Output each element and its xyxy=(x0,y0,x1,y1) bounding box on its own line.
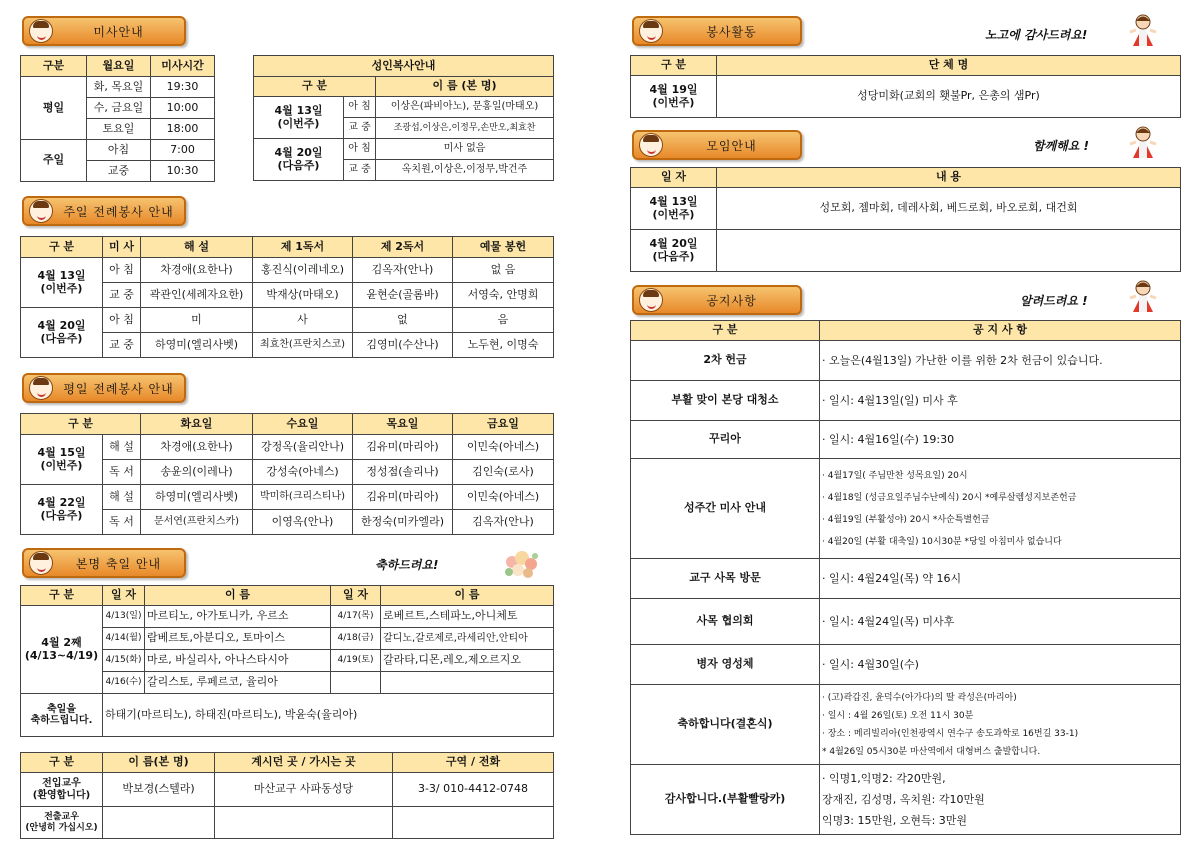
mass-h-div: 구분 xyxy=(21,56,87,77)
feast-h-name: 이 름 xyxy=(145,586,331,606)
meeting-week-1 xyxy=(631,188,717,230)
feast-congrats-line-2: 축하드립니다. xyxy=(30,715,93,726)
notice-line: · 오늘은(4월13일) 가난한 이를 위한 2차 헌금이 있습니다. xyxy=(822,353,1103,367)
transfer-out-contact xyxy=(393,807,554,839)
adult-week-1-label: (이번주) xyxy=(277,116,320,130)
mass-sunday: 주일 xyxy=(21,140,87,182)
sunday-cell: 곽관인(세례자요한) xyxy=(141,283,253,308)
notice-line: · 장소 : 메리빌리아(인천광역시 연수구 송도과학로 16번길 33-1) xyxy=(822,728,1079,739)
notice-content xyxy=(820,341,1181,381)
transfer-out-name xyxy=(103,807,215,839)
mass-day: 토요일 xyxy=(87,119,151,140)
child-face-icon xyxy=(29,199,53,223)
adult-server-table xyxy=(253,55,554,181)
header-mass-label: 미사안내 xyxy=(93,24,144,39)
notice-title: 병자 영성체 xyxy=(631,645,820,685)
notice-phrase: 알려드려요 ! xyxy=(1020,294,1088,308)
feast-date: 4/14(월) xyxy=(103,628,145,650)
weekday-cell: 해 설 xyxy=(103,435,141,460)
weekday-cell: 독 서 xyxy=(103,460,141,485)
feast-names: 마로, 바실리사, 아나스타시아 xyxy=(145,650,331,672)
mass-day: 화, 목요일 xyxy=(87,77,151,98)
adult-type: 교 중 xyxy=(344,160,376,181)
weekday-cell: 하영미(엘리사벳) xyxy=(141,485,253,510)
sunday-cell: 음 xyxy=(453,308,554,333)
sunday-h: 미 사 xyxy=(103,237,141,258)
header-mass xyxy=(22,16,186,46)
sunday-week-1-date: 4월 13일 xyxy=(37,268,86,282)
mass-day: 수, 금요일 xyxy=(87,98,151,119)
notice-line: · 4월20일 (부활 대축일) 10시30분 *당일 아침미사 없습니다 xyxy=(822,536,1062,547)
feast-congrats xyxy=(21,694,103,737)
meeting-week-2-label: (다음주) xyxy=(652,249,695,263)
weekday-cell: 이민숙(아네스) xyxy=(453,435,554,460)
weekday-week-1-date: 4월 15일 xyxy=(37,445,86,459)
mass-time: 7:00 xyxy=(151,140,215,161)
weekday-cell: 해 설 xyxy=(103,485,141,510)
meeting-week-2-date: 4월 20일 xyxy=(649,236,698,250)
sunday-cell: 박재상(마태오) xyxy=(253,283,353,308)
notice-line: · 일시: 4월16일(수) 19:30 xyxy=(822,432,955,446)
weekday-cell: 강성숙(아네스) xyxy=(253,460,353,485)
feast-names: 갈디노,갈로제로,라세리안,안티아 xyxy=(381,628,554,650)
volunteer-team: 성당미화(교회의 횃불Pr, 은총의 샘Pr) xyxy=(717,76,1181,118)
header-volunteer xyxy=(632,16,802,46)
feast-week-label: 4월 2째 xyxy=(41,635,82,649)
sunday-week-2-date: 4월 20일 xyxy=(37,318,86,332)
notice-content xyxy=(820,685,1181,765)
notice-title: 교구 사목 방문 xyxy=(631,559,820,599)
adult-h-div: 구 분 xyxy=(254,77,376,97)
adult-names: 미사 없음 xyxy=(376,139,554,160)
header-feast xyxy=(22,548,186,578)
feast-names: 로베르트,스테파노,아니체토 xyxy=(381,606,554,628)
feast-names: 갈리스토, 루페르코, 율리아 xyxy=(145,672,331,694)
sunday-week-2-label: (다음주) xyxy=(40,331,83,345)
adult-type: 아 침 xyxy=(344,139,376,160)
notice-line: 장재진, 김성명, 옥치원: 각10만원 xyxy=(822,793,985,806)
notice-line: · 4월19일 (부활성야) 20시 *사순특별헌금 xyxy=(822,514,990,525)
feast-h-date: 일 자 xyxy=(103,586,145,606)
notice-line: · 일시: 4월24일(목) 약 16시 xyxy=(822,571,962,585)
feast-h-div: 구 분 xyxy=(21,586,103,606)
header-notice-label: 공지사항 xyxy=(706,293,757,308)
weekday-cell: 송윤의(이레나) xyxy=(141,460,253,485)
notice-content xyxy=(820,559,1181,599)
notice-title: 사목 협의회 xyxy=(631,599,820,645)
notice-line: · 일시: 4월13일(일) 미사 후 xyxy=(822,393,958,407)
volunteer-h-team: 단 체 명 xyxy=(717,56,1181,76)
notice-title: 부활 맞이 본당 대청소 xyxy=(631,381,820,421)
feast-names: 람베르토,아분디오, 토마이스 xyxy=(145,628,331,650)
notice-content xyxy=(820,459,1181,559)
header-volunteer-label: 봉사활동 xyxy=(706,24,757,39)
mass-day: 교중 xyxy=(87,161,151,182)
sunday-cell: 없 xyxy=(353,308,453,333)
mass-time: 19:30 xyxy=(151,77,215,98)
adult-names: 이상은(파비아노), 문홍일(마태오) xyxy=(376,97,554,118)
header-meeting-label: 모임안내 xyxy=(706,138,757,153)
transfer-h: 구역 / 전화 xyxy=(393,753,554,773)
header-meeting xyxy=(632,130,802,160)
header-notice xyxy=(632,285,802,315)
volunteer-phrase: 노고에 감사드려요! xyxy=(985,28,1088,42)
transfer-table xyxy=(20,752,554,839)
notice-content xyxy=(820,381,1181,421)
notice-content xyxy=(820,765,1181,835)
child-face-icon xyxy=(639,133,663,157)
notice-content xyxy=(820,421,1181,459)
weekday-cell: 이영옥(안나) xyxy=(253,510,353,535)
weekday-h: 화요일 xyxy=(141,414,253,435)
sunday-cell: 아 침 xyxy=(103,308,141,333)
weekday-cell: 김옥자(안나) xyxy=(453,510,554,535)
sunday-cell: 차경애(요한나) xyxy=(141,258,253,283)
adult-week-1 xyxy=(254,97,344,139)
feast-names: 마르티노, 아가토니카, 우르소 xyxy=(145,606,331,628)
weekday-cell: 김인숙(로사) xyxy=(453,460,554,485)
weekday-cell: 차경애(요한나) xyxy=(141,435,253,460)
weekday-week-2 xyxy=(21,485,103,535)
sunday-cell: 홍진식(이레네오) xyxy=(253,258,353,283)
notice-line: · 일시: 4월30일(수) xyxy=(822,657,919,671)
meeting-week-1-date: 4월 13일 xyxy=(649,194,698,208)
feast-table xyxy=(20,585,554,737)
sunday-cell: 노두현, 이명숙 xyxy=(453,333,554,358)
meeting-h-date: 일 자 xyxy=(631,168,717,188)
feast-congrats-names: 하태기(마르티노), 하태진(마르티노), 박윤숙(율리아) xyxy=(103,694,554,737)
feast-week-range: (4/13~4/19) xyxy=(24,648,99,662)
mass-weekday: 평일 xyxy=(21,77,87,140)
sunday-cell: 미 xyxy=(141,308,253,333)
mass-time: 18:00 xyxy=(151,119,215,140)
adult-week-2-label: (다음주) xyxy=(277,158,320,172)
sunday-h: 제 2독서 xyxy=(353,237,453,258)
adult-names: 조광섭,이상은,이정무,손만오,최효찬 xyxy=(376,118,554,139)
weekday-week-1 xyxy=(21,435,103,485)
weekday-cell: 문서연(프란치스카) xyxy=(141,510,253,535)
sunday-cell: 사 xyxy=(253,308,353,333)
notice-line: · 4월18일 (성금요일주님수난예식) 20시 *예루살렘성지보존헌금 xyxy=(822,492,1077,503)
notice-line: · (고)곽갑진, 윤덕수(아가다)의 딸 곽성은(마리아) xyxy=(822,692,1017,703)
notice-title: 축하합니다(결혼식) xyxy=(631,685,820,765)
adult-type: 교 중 xyxy=(344,118,376,139)
feast-congrats-line-1: 축일을 xyxy=(47,703,76,715)
mass-time: 10:00 xyxy=(151,98,215,119)
sunday-cell: 서영숙, 안명희 xyxy=(453,283,554,308)
feast-phrase: 축하드려요! xyxy=(375,558,439,572)
sunday-week-1 xyxy=(21,258,103,308)
feast-date: 4/15(화) xyxy=(103,650,145,672)
meeting-table xyxy=(630,167,1181,272)
child-face-icon xyxy=(29,376,53,400)
child-face-icon xyxy=(29,19,53,43)
header-feast-label: 본명 축일 안내 xyxy=(75,556,162,571)
mass-time: 10:30 xyxy=(151,161,215,182)
child-face-icon xyxy=(639,19,663,43)
weekday-week-2-date: 4월 22일 xyxy=(37,495,86,509)
adult-h-name: 이 름 (본 명) xyxy=(376,77,554,97)
header-sunday-service xyxy=(22,196,186,226)
child-face-icon xyxy=(639,288,663,312)
meeting-content-empty xyxy=(717,230,1181,272)
adult-week-2 xyxy=(254,139,344,181)
sunday-week-1-label: (이번주) xyxy=(40,281,83,295)
header-weekday-service xyxy=(22,373,186,403)
weekday-cell: 박미하(크리스티나) xyxy=(253,485,353,510)
mass-time-table xyxy=(20,55,215,182)
adult-week-2-date: 4월 20일 xyxy=(274,145,323,159)
notice-line: · 일시 : 4월 26일(토) 오전 11시 30분 xyxy=(822,710,974,721)
volunteer-h-div: 구 분 xyxy=(631,56,717,76)
transfer-in-contact: 3-3/ 010-4412-0748 xyxy=(393,773,554,807)
meeting-content: 성모회, 젬마회, 데레사회, 베드로회, 바오로회, 대건회 xyxy=(717,188,1181,230)
notice-line: · 익명1,익명2: 각20만원, xyxy=(822,772,946,785)
transfer-out-place xyxy=(215,807,393,839)
feast-date: 4/18(금) xyxy=(331,628,381,650)
feast-date: 4/13(일) xyxy=(103,606,145,628)
weekday-h: 구 분 xyxy=(21,414,141,435)
sunday-service-table xyxy=(20,236,554,358)
weekday-service-table xyxy=(20,413,554,535)
transfer-in-label: 전입교우 xyxy=(42,778,81,789)
sunday-week-2 xyxy=(21,308,103,358)
sunday-h: 제 1독서 xyxy=(253,237,353,258)
notice-h-div: 구 분 xyxy=(631,321,820,341)
weekday-h: 목요일 xyxy=(353,414,453,435)
notice-content xyxy=(820,645,1181,685)
sunday-cell: 윤현순(골롬바) xyxy=(353,283,453,308)
transfer-h: 구 분 xyxy=(21,753,103,773)
notice-h-notice: 공 지 사 항 xyxy=(820,321,1181,341)
feast-date-empty xyxy=(331,672,381,694)
meeting-phrase: 함께해요 ! xyxy=(1033,139,1090,153)
weekday-week-1-label: (이번주) xyxy=(40,458,83,472)
child-face-icon xyxy=(29,551,53,575)
mass-h-day: 월요일 xyxy=(87,56,151,77)
feast-names-empty xyxy=(381,672,554,694)
sunday-cell: 교 중 xyxy=(103,283,141,308)
volunteer-table xyxy=(630,55,1181,118)
adult-title: 성인복사안내 xyxy=(254,56,554,77)
transfer-out xyxy=(21,807,103,839)
header-sunday-service-label: 주일 전례봉사 안내 xyxy=(63,204,174,219)
sunday-cell: 하영미(엘리사벳) xyxy=(141,333,253,358)
notice-line: · 일시: 4월24일(목) 미사후 xyxy=(822,614,955,628)
feast-date: 4/19(토) xyxy=(331,650,381,672)
meeting-week-1-label: (이번주) xyxy=(652,207,695,221)
sunday-cell: 김영미(수산나) xyxy=(353,333,453,358)
notice-table xyxy=(630,320,1181,835)
weekday-cell: 정성점(솔리나) xyxy=(353,460,453,485)
feast-date: 4/16(수) xyxy=(103,672,145,694)
volunteer-date xyxy=(631,76,717,118)
transfer-in-name: 박보경(스텔라) xyxy=(103,773,215,807)
weekday-cell: 한정숙(미카엘라) xyxy=(353,510,453,535)
feast-names: 갈라타,디몬,레오,제오르지오 xyxy=(381,650,554,672)
feast-week xyxy=(21,606,103,694)
notice-line: · 4월17일( 주님만찬 성목요일) 20시 xyxy=(822,470,968,481)
transfer-in-sub: (환영합니다) xyxy=(32,789,91,801)
mass-day: 아침 xyxy=(87,140,151,161)
weekday-h: 금요일 xyxy=(453,414,554,435)
sunday-cell: 없 음 xyxy=(453,258,554,283)
transfer-in-place: 마산교구 사파동성당 xyxy=(215,773,393,807)
sunday-cell: 김옥자(안나) xyxy=(353,258,453,283)
weekday-h: 수요일 xyxy=(253,414,353,435)
adult-names: 옥치원,이상은,이정무,박건주 xyxy=(376,160,554,181)
notice-line: * 4월26일 05시30분 마산역에서 대형버스 출발합니다. xyxy=(822,746,1041,757)
notice-title: 2차 헌금 xyxy=(631,341,820,381)
weekday-cell: 독 서 xyxy=(103,510,141,535)
sunday-h: 구 분 xyxy=(21,237,103,258)
notice-title: 성주간 미사 안내 xyxy=(631,459,820,559)
flower-bouquet-icon xyxy=(500,548,542,584)
meeting-h-content: 내 용 xyxy=(717,168,1181,188)
transfer-in xyxy=(21,773,103,807)
notice-line: 익명3: 15만원, 오현득: 3만원 xyxy=(822,814,968,827)
transfer-out-sub: (안녕히 가십시오) xyxy=(25,822,98,833)
sunday-h: 예물 봉헌 xyxy=(453,237,554,258)
feast-h-date-2: 일 자 xyxy=(331,586,381,606)
sunday-cell: 최효찬(프란치스코) xyxy=(253,333,353,358)
adult-type: 아 침 xyxy=(344,97,376,118)
weekday-cell: 강정옥(율리안나) xyxy=(253,435,353,460)
transfer-h: 이 름(본 명) xyxy=(103,753,215,773)
weekday-week-2-label: (다음주) xyxy=(40,508,83,522)
notice-title: 꾸리아 xyxy=(631,421,820,459)
weekday-cell: 이민숙(아네스) xyxy=(453,485,554,510)
sunday-cell: 교 중 xyxy=(103,333,141,358)
header-weekday-service-label: 평일 전례봉사 안내 xyxy=(63,381,174,396)
jesus-cartoon-icon xyxy=(1128,124,1158,162)
volunteer-date-label: (이번주) xyxy=(652,95,695,109)
feast-h-name-2: 이 름 xyxy=(381,586,554,606)
mass-h-time: 미사시간 xyxy=(151,56,215,77)
transfer-h: 계시던 곳 / 가시는 곳 xyxy=(215,753,393,773)
adult-week-1-date: 4월 13일 xyxy=(274,103,323,117)
volunteer-date-day: 4월 19일 xyxy=(649,82,698,96)
feast-date: 4/17(목) xyxy=(331,606,381,628)
notice-content xyxy=(820,599,1181,645)
sunday-cell: 아 침 xyxy=(103,258,141,283)
notice-title: 감사합니다.(부활빨랑카) xyxy=(631,765,820,835)
weekday-cell: 김유미(마리아) xyxy=(353,435,453,460)
meeting-week-2 xyxy=(631,230,717,272)
jesus-cartoon-icon xyxy=(1128,278,1158,316)
sunday-h: 해 설 xyxy=(141,237,253,258)
transfer-out-label: 전출교우 xyxy=(44,812,79,823)
weekday-cell: 김유미(마리아) xyxy=(353,485,453,510)
jesus-cartoon-icon xyxy=(1128,12,1158,50)
